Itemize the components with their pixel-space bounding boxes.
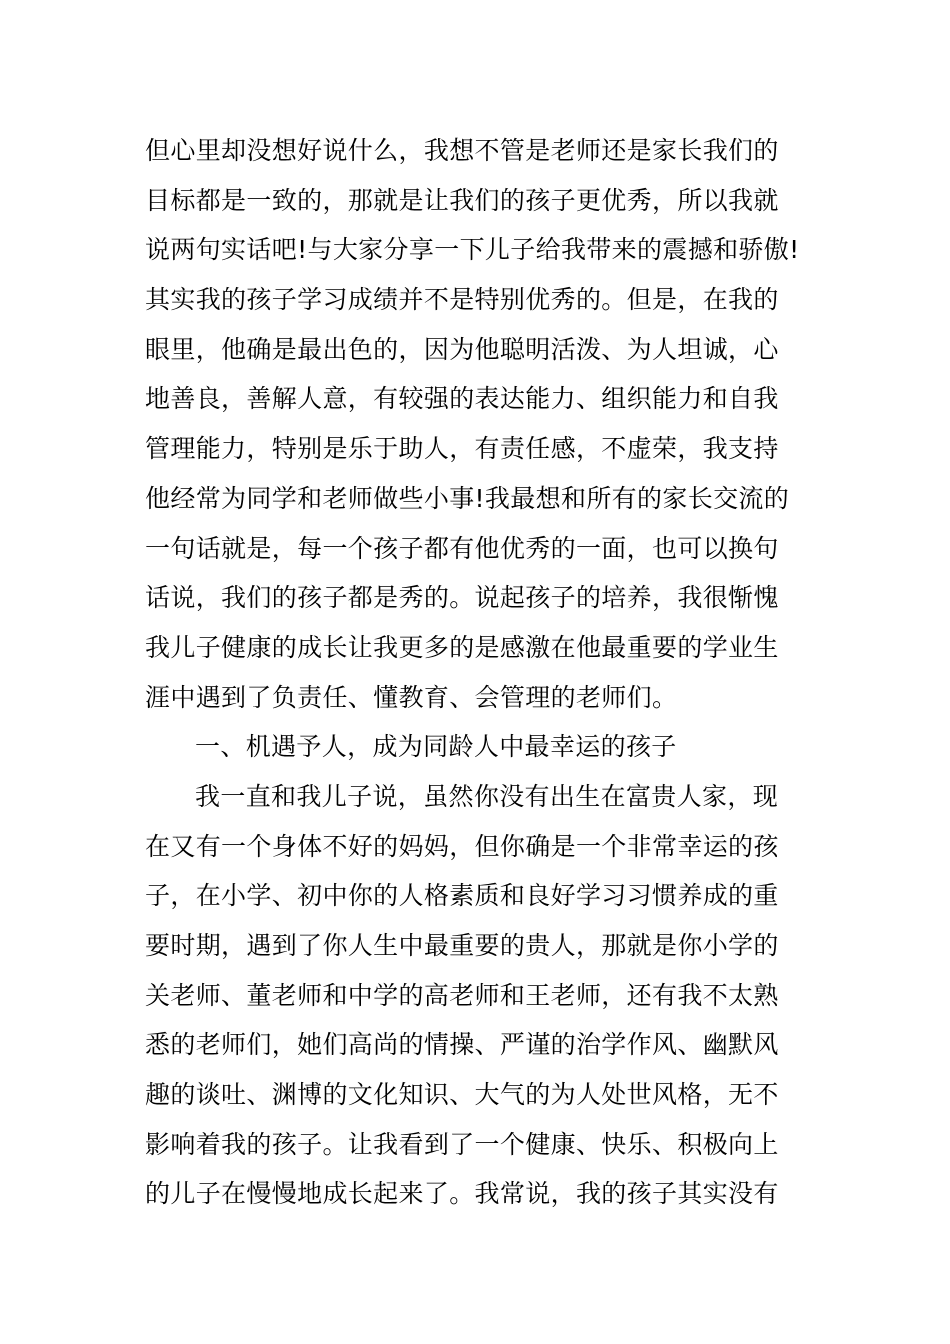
- text-line: 我儿子健康的成长让我更多的是感激在他最重要的学业生: [145, 632, 779, 662]
- text-line: 他经常为同学和老师做些小事!我最想和所有的家长交流的: [145, 483, 790, 513]
- text-line: 要时期，遇到了你人生中最重要的贵人，那就是你小学的: [145, 931, 779, 960]
- text-line: 影响着我的孩子。让我看到了一个健康、快乐、积极向上: [145, 1129, 779, 1159]
- text-line: 管理能力，特别是乐于助人，有责任感，不虚荣，我支持: [145, 434, 779, 464]
- text-line: 说两句实话吧!与大家分享一下儿子给我带来的震撼和骄傲!: [145, 235, 800, 265]
- text-line: 但心里却没想好说什么，我想不管是老师还是家长我们的: [145, 136, 779, 165]
- text-line: 地善良，善解人意，有较强的表达能力、组织能力和自我: [145, 384, 779, 414]
- text-line: 趣的谈吐、渊博的文化知识、大气的为人处世风格，无不: [145, 1080, 779, 1110]
- text-line: 关老师、董老师和中学的高老师和王老师，还有我不太熟: [145, 980, 779, 1010]
- body-text: [145, 126, 810, 1219]
- text-line: 子，在小学、初中你的人格素质和良好学习习惯养成的重: [145, 881, 779, 911]
- text-line: 一句话就是，每一个孩子都有他优秀的一面，也可以换句: [145, 533, 779, 563]
- text-line: 眼里，他确是最出色的，因为他聪明活泼、为人坦诚，心: [145, 334, 779, 364]
- text-line: 悉的老师们，她们高尚的情操、严谨的治学作风、幽默风: [145, 1030, 779, 1060]
- text-line: 的儿子在慢慢地成长起来了。我常说，我的孩子其实没有: [145, 1179, 779, 1209]
- text-line: 其实我的孩子学习成绩并不是特别优秀的。但是，在我的: [145, 285, 779, 315]
- text-line: 在又有一个身体不好的妈妈，但你确是一个非常幸运的孩: [145, 831, 779, 861]
- text-line: 我一直和我儿子说，虽然你没有出生在富贵人家，现: [195, 781, 779, 811]
- text-line: 话说，我们的孩子都是秀的。说起孩子的培养，我很惭愧: [145, 583, 779, 613]
- text-line: 目标都是一致的，那就是让我们的孩子更优秀，所以我就: [145, 185, 779, 215]
- text-line: 涯中遇到了负责任、懂教育、会管理的老师们。: [145, 682, 678, 712]
- section-heading: 一、机遇予人，成为同龄人中最幸运的孩子: [195, 732, 677, 762]
